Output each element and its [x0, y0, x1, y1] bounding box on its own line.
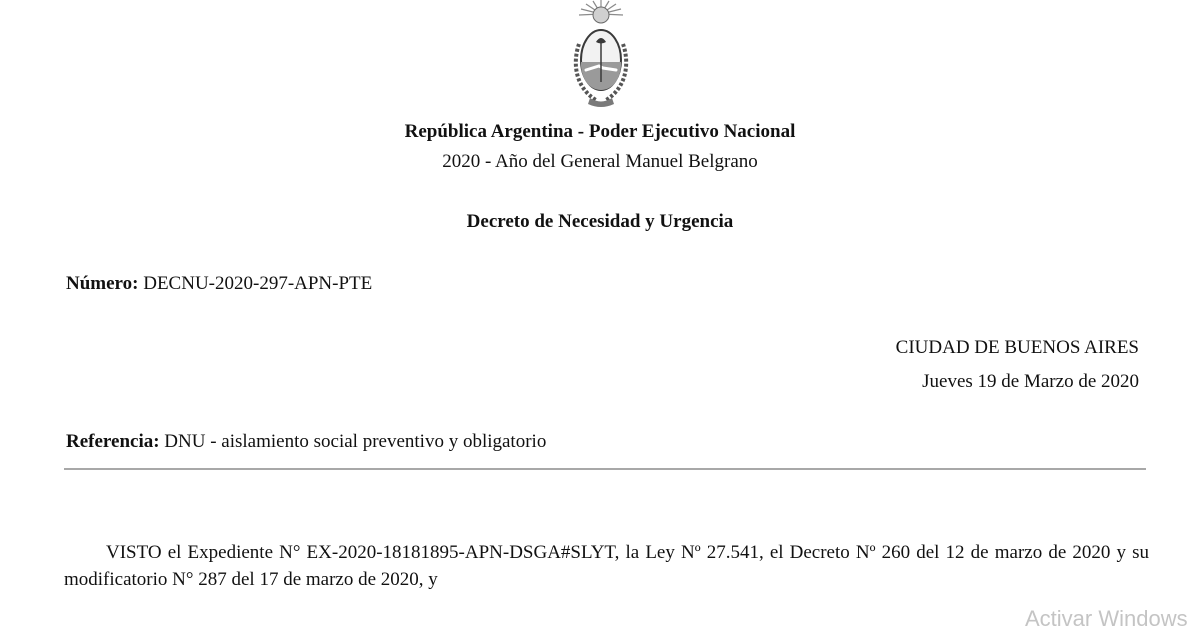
header-subtitle: 2020 - Año del General Manuel Belgrano	[442, 151, 758, 172]
divider	[64, 468, 1146, 470]
numero-value: DECNU-2020-297-APN-PTE	[143, 273, 373, 294]
referencia-field	[66, 431, 546, 453]
activation-watermark: Activar Windows	[1025, 606, 1188, 630]
coat-of-arms-icon	[566, 0, 636, 110]
visto-paragraph: VISTO el Expediente N° EX-2020-18181895-APN-DSGA#SLYT, la Ley Nº 27.541, el Decreto Nº 260 del 12 de marzo de 2020 y su modificatorio N° 287 del 17 de marzo de 2020, y	[64, 542, 1149, 590]
referencia-value: DNU - aislamiento social preventivo y obligatorio	[164, 431, 547, 452]
city: CIUDAD DE BUENOS AIRES	[895, 337, 1139, 358]
date: Jueves 19 de Marzo de 2020	[922, 371, 1139, 392]
referencia-label: Referencia:	[66, 431, 160, 452]
numero-field	[66, 273, 372, 295]
document-type: Decreto de Necesidad y Urgencia	[466, 211, 734, 232]
numero-label: Número:	[66, 273, 139, 294]
header-title: República Argentina - Poder Ejecutivo Nacional	[404, 121, 796, 142]
